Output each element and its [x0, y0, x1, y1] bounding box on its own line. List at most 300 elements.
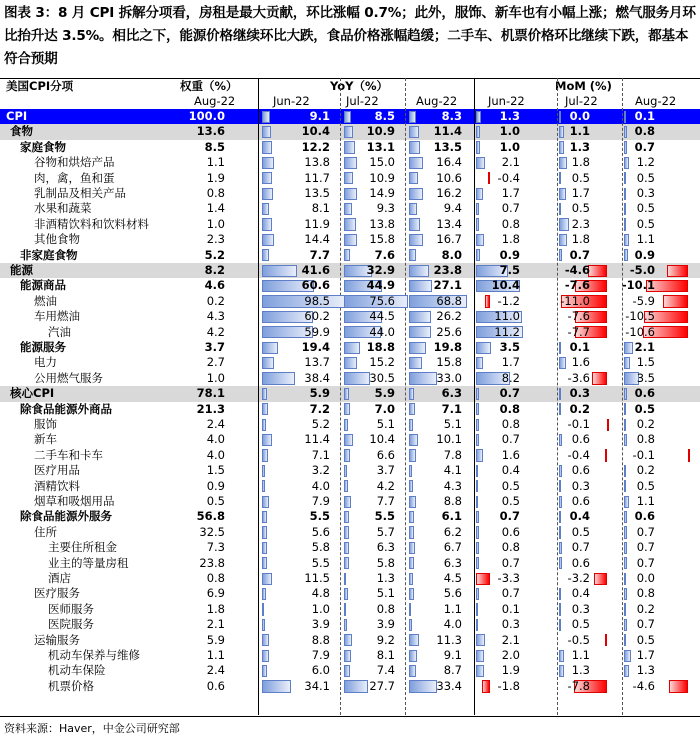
- mom-value: 1.7: [636, 648, 655, 662]
- yoy-bar: [262, 188, 273, 200]
- mom-value: 1.1: [569, 124, 590, 139]
- yoy-value: 13.5: [433, 139, 462, 154]
- row-label: 主要住所租金: [48, 540, 117, 555]
- header-weight: 权重（%）: [180, 79, 238, 93]
- table-row: [0, 617, 700, 632]
- yoy-bar: [262, 141, 272, 153]
- yoy-value: 3.2: [311, 463, 330, 478]
- yoy-value: 44.5: [369, 309, 395, 324]
- row-label: 能源服务: [20, 340, 66, 354]
- row-label: 非酒精饮料和饮料材料: [34, 216, 149, 231]
- divider-yoy-jun-jul: [340, 78, 341, 715]
- mom-value: 0.8: [501, 540, 520, 555]
- mom-value: 2.1: [501, 155, 520, 170]
- mom-value: 0.7: [634, 139, 655, 154]
- mom-value: 0.2: [636, 417, 655, 431]
- mom-value: -0.1: [632, 447, 655, 462]
- mom-value: -7.6: [564, 278, 590, 293]
- table-row: [0, 509, 700, 524]
- mom-value: 0.7: [636, 555, 655, 570]
- mom-value: 7.5: [499, 263, 520, 277]
- mom-value: -10.1: [621, 278, 655, 293]
- yoy-value: 7.1: [311, 447, 330, 462]
- mom-value: -0.1: [567, 417, 590, 431]
- yoy-value: 7.0: [374, 401, 395, 416]
- yoy-value: 9.2: [376, 632, 395, 647]
- yoy-bar: [409, 603, 411, 615]
- yoy-value: 6.6: [376, 447, 395, 462]
- mom-value: 1.1: [636, 494, 655, 508]
- mom-value: 0.0: [569, 109, 590, 123]
- mom-bar: [669, 680, 688, 692]
- table-row: [0, 340, 700, 355]
- yoy-value: 5.5: [309, 509, 330, 524]
- yoy-bar: [262, 419, 266, 431]
- yoy-value: 8.8: [311, 632, 330, 647]
- yoy-value: 5.2: [311, 417, 330, 431]
- yoy-value: 13.7: [304, 355, 330, 370]
- mom-value: 0.8: [499, 401, 520, 416]
- yoy-value: 5.8: [311, 540, 330, 555]
- table-row: [0, 525, 700, 540]
- weight-value: 1.5: [206, 463, 225, 478]
- row-label: 住所: [34, 524, 57, 539]
- mom-value: 2.0: [501, 648, 520, 662]
- yoy-value: 16.2: [436, 186, 462, 200]
- weight-value: 2.7: [206, 355, 225, 370]
- table-row: [0, 278, 700, 293]
- header-mom: MoM (%): [555, 79, 612, 93]
- yoy-value: 16.4: [436, 155, 462, 170]
- mom-value: 1.7: [501, 355, 520, 370]
- mom-value: 0.5: [501, 494, 520, 508]
- yoy-value: 23.8: [433, 263, 462, 277]
- table-row: [0, 432, 700, 447]
- yoy-value: 41.6: [301, 263, 330, 277]
- yoy-value: 4.3: [443, 478, 462, 493]
- mom-value: 0.8: [636, 432, 655, 447]
- mom-value: 0.7: [569, 247, 590, 262]
- table-row: [0, 140, 700, 155]
- weight-value: 1.0: [206, 370, 225, 385]
- yoy-value: 27.1: [433, 278, 462, 293]
- mom-value: 0.5: [571, 617, 590, 632]
- yoy-value: 6.7: [443, 540, 462, 555]
- yoy-bar: [262, 126, 271, 138]
- yoy-value: 14.4: [304, 232, 330, 247]
- mom-value: 1.0: [499, 139, 520, 154]
- yoy-value: 5.5: [311, 555, 330, 570]
- table-row: [0, 417, 700, 432]
- yoy-bar: [262, 665, 267, 677]
- mom-value: 0.5: [636, 216, 655, 231]
- weight-value: 0.8: [206, 186, 225, 200]
- mom-value: -0.4: [567, 447, 590, 462]
- weight-value: 2.1: [206, 617, 225, 632]
- mom-value: 0.1: [501, 601, 520, 616]
- yoy-value: 75.6: [369, 293, 395, 308]
- weight-value: 0.9: [206, 478, 225, 493]
- yoy-bar: [262, 496, 269, 508]
- mom-value: 0.2: [569, 401, 590, 416]
- mom-value: -1.8: [497, 678, 520, 693]
- mom-bar: [688, 449, 690, 461]
- row-label: 业主的等量房租: [48, 555, 129, 570]
- yoy-value: 34.1: [304, 678, 330, 693]
- table-row: [0, 494, 700, 509]
- mom-bar: [663, 295, 688, 307]
- yoy-bar: [262, 218, 272, 230]
- table-row: [0, 263, 700, 278]
- mom-value: 0.7: [501, 555, 520, 570]
- yoy-value: 4.0: [311, 478, 330, 493]
- mom-value: 0.5: [501, 478, 520, 493]
- weight-value: 2.3: [206, 232, 225, 247]
- mom-value: 1.9: [501, 663, 520, 678]
- yoy-value: 11.5: [304, 571, 330, 585]
- yoy-value: 11.9: [304, 216, 330, 231]
- table-row: [0, 248, 700, 263]
- mom-value: 0.7: [501, 432, 520, 447]
- table-bottom-rule: [0, 716, 700, 717]
- mom-value: 1.6: [571, 355, 590, 370]
- table-row: [0, 325, 700, 340]
- yoy-bar: [262, 357, 274, 369]
- yoy-value: 5.6: [311, 524, 330, 539]
- mom-value: 1.1: [571, 648, 590, 662]
- table-row: [0, 217, 700, 232]
- header-yoy: YoY（%）: [330, 79, 389, 93]
- table-row: [0, 124, 700, 139]
- weight-value: 78.1: [196, 386, 225, 401]
- mom-value: -1.2: [497, 293, 520, 308]
- yoy-value: 10.4: [369, 432, 395, 447]
- yoy-value: 5.1: [443, 417, 462, 431]
- weight-value: 8.2: [204, 263, 225, 277]
- mom-value: -11.0: [560, 293, 590, 308]
- mom-value: 0.2: [636, 601, 655, 616]
- mom-value: 0.5: [636, 201, 655, 216]
- yoy-value: 60.2: [304, 309, 330, 324]
- mom-value: -0.4: [497, 170, 520, 185]
- yoy-value: 12.2: [301, 139, 330, 154]
- table-row: [0, 633, 700, 648]
- table-row: [0, 479, 700, 494]
- yoy-value: 26.2: [436, 309, 462, 324]
- yoy-value: 5.8: [376, 555, 395, 570]
- yoy-value: 8.8: [443, 494, 462, 508]
- table-row: [0, 586, 700, 601]
- yoy-bar: [262, 157, 274, 169]
- mom-value: 3.5: [499, 340, 520, 354]
- row-label: 机票价格: [48, 678, 94, 693]
- mom-value: 0.1: [569, 340, 590, 354]
- mom-value: 0.5: [634, 401, 655, 416]
- yoy-value: 8.7: [443, 663, 462, 678]
- header-yoy-jun: Jun-22: [273, 94, 310, 108]
- yoy-value: 10.9: [366, 124, 395, 139]
- mom-value: 0.5: [571, 524, 590, 539]
- weight-value: 13.6: [196, 124, 225, 139]
- yoy-value: 10.4: [301, 124, 330, 139]
- yoy-bar: [262, 172, 272, 184]
- weight-value: 8.5: [204, 139, 225, 154]
- header-category: 美国CPI分项: [6, 79, 74, 93]
- yoy-value: 10.6: [436, 170, 462, 185]
- yoy-value: 4.0: [443, 617, 462, 632]
- mom-value: 1.8: [501, 232, 520, 247]
- yoy-value: 6.3: [376, 540, 395, 555]
- mom-value: 0.3: [636, 186, 655, 200]
- yoy-value: 11.4: [304, 432, 330, 447]
- table-row: [0, 679, 700, 694]
- yoy-bar: [262, 542, 267, 554]
- yoy-value: 44.9: [366, 278, 395, 293]
- row-label: 医疗服务: [34, 586, 80, 601]
- weight-value: 2.4: [206, 663, 225, 678]
- yoy-value: 3.9: [376, 617, 395, 632]
- table-row: [0, 463, 700, 478]
- weight-value: 1.8: [206, 601, 225, 616]
- mom-value: 0.3: [501, 617, 520, 632]
- yoy-value: 11.3: [436, 632, 462, 647]
- mom-value: -3.2: [567, 571, 590, 585]
- mom-value: 0.7: [501, 586, 520, 601]
- yoy-value: 13.1: [366, 139, 395, 154]
- mom-value: -4.6: [632, 678, 655, 693]
- row-label: 医疗用品: [34, 463, 80, 478]
- mom-value: 1.3: [499, 109, 520, 123]
- yoy-value: 18.8: [366, 340, 395, 354]
- mom-value: 0.7: [636, 540, 655, 555]
- yoy-value: 11.4: [433, 124, 462, 139]
- mom-value: 0.0: [636, 571, 655, 585]
- table-row: [0, 540, 700, 555]
- mom-value: 0.4: [571, 586, 590, 601]
- divider-weight-yoy: [258, 78, 259, 715]
- yoy-value: 19.8: [433, 340, 462, 354]
- mom-value: 0.7: [499, 386, 520, 401]
- row-label: 烟草和吸烟用品: [34, 494, 115, 508]
- weight-value: 1.0: [206, 216, 225, 231]
- yoy-value: 0.8: [376, 601, 395, 616]
- mom-value: 0.3: [571, 478, 590, 493]
- yoy-value: 13.8: [369, 216, 395, 231]
- row-label: 服饰: [34, 417, 57, 431]
- mom-value: -5.9: [632, 293, 655, 308]
- table-row: [0, 386, 700, 401]
- yoy-value: 15.0: [369, 155, 395, 170]
- row-label: 水果和蔬菜: [34, 201, 92, 216]
- mom-value: 1.3: [636, 663, 655, 678]
- mom-value: 8.2: [501, 370, 520, 385]
- yoy-value: 13.4: [436, 216, 462, 231]
- yoy-value: 7.1: [441, 401, 462, 416]
- mom-value: 0.6: [634, 386, 655, 401]
- table-row: [0, 448, 700, 463]
- yoy-value: 32.9: [366, 263, 395, 277]
- mom-value: 1.3: [569, 139, 590, 154]
- table-row: [0, 556, 700, 571]
- table-row: [0, 309, 700, 324]
- yoy-bar: [262, 588, 266, 600]
- weight-value: 23.8: [199, 555, 225, 570]
- mom-value: 0.5: [571, 201, 590, 216]
- mom-value: 0.6: [571, 494, 590, 508]
- row-label: 公用燃气服务: [34, 370, 103, 385]
- mom-value: -0.5: [567, 632, 590, 647]
- yoy-bar: [262, 526, 267, 538]
- weight-value: 0.5: [206, 494, 225, 508]
- row-label: 食物: [10, 124, 33, 139]
- mom-value: 0.7: [636, 617, 655, 632]
- yoy-value: 5.6: [443, 586, 462, 601]
- row-label: 机动车保险: [48, 663, 106, 678]
- yoy-value: 6.3: [443, 555, 462, 570]
- weight-value: 0.2: [206, 293, 225, 308]
- yoy-value: 9.1: [443, 648, 462, 662]
- mom-value: 0.7: [571, 540, 590, 555]
- yoy-value: 15.2: [369, 355, 395, 370]
- mom-value: 1.8: [571, 155, 590, 170]
- mom-value: 2.1: [634, 340, 655, 354]
- yoy-value: 4.1: [443, 463, 462, 478]
- mom-value: 0.9: [499, 247, 520, 262]
- table-row: [0, 663, 700, 678]
- table-row: [0, 571, 700, 586]
- row-label: 电力: [34, 355, 57, 370]
- mom-bar: [667, 265, 688, 277]
- yoy-value: 7.9: [311, 648, 330, 662]
- yoy-value: 7.2: [309, 401, 330, 416]
- mom-value: 0.4: [501, 463, 520, 478]
- mom-value: 0.6: [571, 555, 590, 570]
- yoy-bar: [262, 634, 269, 646]
- yoy-bar: [262, 465, 265, 477]
- yoy-value: 38.4: [304, 370, 330, 385]
- mom-value: -7.6: [567, 309, 590, 324]
- weight-value: 21.3: [196, 401, 225, 416]
- yoy-value: 7.7: [376, 494, 395, 508]
- mom-value: 0.6: [501, 524, 520, 539]
- yoy-value: 9.3: [376, 201, 395, 216]
- table-row: [0, 186, 700, 201]
- row-label: 燃油: [34, 293, 57, 308]
- yoy-value: 44.0: [369, 324, 395, 339]
- weight-value: 4.2: [206, 324, 225, 339]
- mom-value: -10.6: [625, 324, 655, 339]
- table-row: [0, 171, 700, 186]
- yoy-value: 7.9: [311, 494, 330, 508]
- yoy-value: 13.8: [304, 155, 330, 170]
- mom-value: 0.8: [634, 124, 655, 139]
- mom-value: 0.8: [501, 417, 520, 431]
- table-row: [0, 155, 700, 170]
- yoy-value: 1.0: [311, 601, 330, 616]
- mom-value: 0.6: [634, 509, 655, 524]
- yoy-bar: [262, 557, 267, 569]
- yoy-value: 1.3: [376, 571, 395, 585]
- weight-value: 1.1: [206, 155, 225, 170]
- row-label: 运输服务: [34, 632, 80, 647]
- yoy-bar: [262, 573, 272, 585]
- header-mom-jul: Jul-22: [565, 94, 598, 108]
- mom-value: 0.5: [636, 478, 655, 493]
- weight-value: 56.8: [196, 509, 225, 524]
- mom-value: 1.0: [499, 124, 520, 139]
- yoy-value: 5.9: [374, 386, 395, 401]
- header-mom-jun: Jun-22: [488, 94, 525, 108]
- yoy-value: 4.2: [376, 478, 395, 493]
- weight-value: 100.0: [188, 109, 225, 123]
- weight-value: 1.9: [206, 170, 225, 185]
- yoy-bar: [262, 388, 267, 400]
- yoy-value: 5.7: [376, 524, 395, 539]
- yoy-value: 27.7: [369, 678, 395, 693]
- weight-value: 5.2: [204, 247, 225, 262]
- yoy-value: 5.9: [309, 386, 330, 401]
- row-label: 医院服务: [48, 617, 94, 632]
- weight-value: 4.3: [206, 309, 225, 324]
- mom-value: 0.5: [571, 170, 590, 185]
- header-mom-aug: Aug-22: [635, 94, 677, 108]
- yoy-value: 7.4: [376, 663, 395, 678]
- mom-value: 0.3: [569, 386, 590, 401]
- yoy-value: 5.1: [376, 417, 395, 431]
- mom-value: 2.1: [501, 632, 520, 647]
- table-row: [0, 402, 700, 417]
- table-row: [0, 648, 700, 663]
- weight-value: 7.3: [206, 540, 225, 555]
- yoy-bar: [262, 249, 269, 261]
- mom-value: 0.8: [501, 216, 520, 231]
- row-label: 新车: [34, 432, 57, 447]
- yoy-bar: [262, 480, 265, 492]
- mom-value: 0.7: [636, 524, 655, 539]
- mom-value: -4.6: [564, 263, 590, 277]
- yoy-value: 6.1: [441, 509, 462, 524]
- mom-value: 0.7: [501, 201, 520, 216]
- yoy-value: 7.8: [443, 447, 462, 462]
- row-label: 非家庭食物: [20, 247, 78, 262]
- yoy-value: 1.1: [443, 601, 462, 616]
- mom-value: -10.5: [625, 309, 655, 324]
- yoy-value: 59.9: [304, 324, 330, 339]
- yoy-value: 13.5: [304, 186, 330, 200]
- weight-value: 4.0: [206, 447, 225, 462]
- table-row: [0, 355, 700, 370]
- yoy-bar: [262, 650, 269, 662]
- row-label: 家庭食物: [20, 139, 66, 154]
- yoy-value: 8.3: [441, 109, 462, 123]
- mom-value: 10.4: [491, 278, 520, 293]
- row-label: 医师服务: [48, 601, 94, 616]
- mom-value: 0.5: [636, 632, 655, 647]
- mom-value: -3.6: [567, 370, 590, 385]
- page-title: 图表 3：8 月 CPI 拆解分项看，房租是最大贡献，环比涨幅 0.7%；此外，服饰、新车也有小幅上涨；燃气服务月环比抬升达 3.5%。相比之下，能源价格继续环比大跌，食品价格涨幅趋缓；二手车、机票价格环比继续下跌，都基本符合预期: [4, 5, 696, 67]
- yoy-value: 15.8: [436, 355, 462, 370]
- table-row: [0, 294, 700, 309]
- yoy-value: 3.9: [311, 617, 330, 632]
- mom-value: 1.3: [571, 663, 590, 678]
- mom-value: 0.6: [571, 432, 590, 447]
- weight-value: 3.7: [204, 340, 225, 354]
- mom-value: 0.8: [636, 586, 655, 601]
- row-label: 二手车和卡车: [34, 447, 103, 462]
- table-row: [0, 109, 700, 124]
- yoy-value: 33.4: [436, 678, 462, 693]
- weight-value: 2.4: [206, 417, 225, 431]
